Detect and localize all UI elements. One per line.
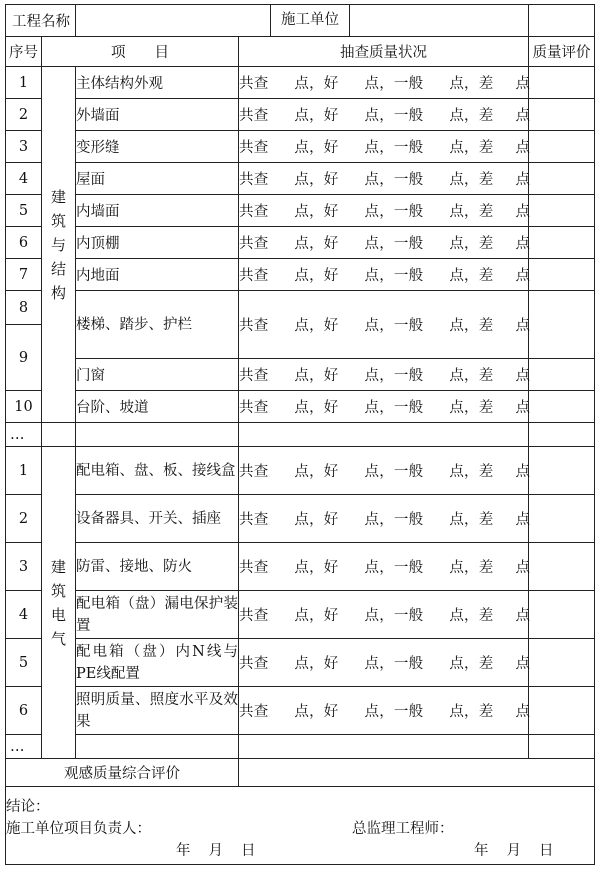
row-number: 3 xyxy=(6,131,42,163)
row-number: 5 xyxy=(6,639,42,687)
conclusion-label: 结论： xyxy=(6,798,50,815)
table-row xyxy=(6,67,595,99)
status-cell[interactable]: 共查 点，好 点，一般 点，差 点 xyxy=(239,495,529,543)
row-number: 6 xyxy=(6,687,42,735)
eval-cell[interactable] xyxy=(529,495,595,543)
col-item-header: 项 目 xyxy=(42,37,239,67)
item-name: 台阶、坡道 xyxy=(76,391,239,423)
row-number: 2 xyxy=(6,99,42,131)
eval-cell[interactable] xyxy=(529,687,595,735)
row-number: 10 xyxy=(6,391,42,423)
status-cell[interactable]: 共查 点，好 点，一般 点，差 点 xyxy=(239,447,529,495)
supervisor-sign-date[interactable]: 年 月 日 xyxy=(474,842,554,859)
row-number: 1 xyxy=(6,67,42,99)
status-cell[interactable]: 共查 点，好 点，一般 点，差 点 xyxy=(239,163,529,195)
project-name-field[interactable] xyxy=(76,5,271,36)
conclusion-section xyxy=(6,787,595,865)
item-name: 配电箱（盘）漏电保护装置 xyxy=(76,591,239,639)
ellipsis-marker: … xyxy=(6,423,42,447)
overall-evaluation-field[interactable] xyxy=(239,759,595,787)
ellipsis-marker: … xyxy=(6,735,42,759)
item-name: 照明质量、照度水平及效果 xyxy=(76,687,239,735)
table-row xyxy=(6,99,595,131)
eval-cell[interactable] xyxy=(529,163,595,195)
item-name: 外墙面 xyxy=(76,99,239,131)
row-number: 2 xyxy=(6,495,42,543)
eval-cell[interactable] xyxy=(529,67,595,99)
status-cell[interactable]: 共查 点，好 点，一般 点，差 点 xyxy=(239,259,529,291)
eval-cell[interactable] xyxy=(529,391,595,423)
table-row xyxy=(6,391,595,423)
item-name: 配电箱（盘）内N线与PE线配置 xyxy=(76,639,239,687)
table-row xyxy=(6,543,595,591)
status-cell[interactable]: 共查 点，好 点，一般 点，差 点 xyxy=(239,591,529,639)
item-name: 内地面 xyxy=(76,259,239,291)
construction-unit-field[interactable] xyxy=(350,5,528,36)
item-name: 楼梯、踏步、护栏 xyxy=(76,291,239,359)
eval-cell[interactable] xyxy=(529,195,595,227)
project-name-field-end[interactable] xyxy=(529,5,595,37)
status-cell[interactable]: 共查 点，好 点，一般 点，差 点 xyxy=(239,687,529,735)
col-seq-header: 序号 xyxy=(6,37,42,67)
overall-evaluation-label: 观感质量综合评价 xyxy=(6,759,239,787)
table-row xyxy=(6,359,595,391)
status-cell[interactable]: 共查 点，好 点，一般 点，差 点 xyxy=(239,99,529,131)
eval-cell[interactable] xyxy=(529,447,595,495)
chief-supervisor-label: 总监理工程师： xyxy=(352,820,454,837)
eval-cell[interactable] xyxy=(529,227,595,259)
table-row xyxy=(6,291,595,325)
row-number: 6 xyxy=(6,227,42,259)
row-number: 1 xyxy=(6,447,42,495)
item-name: 变形缝 xyxy=(76,131,239,163)
contractor-manager-label: 施工单位项目负责人： xyxy=(6,820,151,837)
item-name: 配电箱、盘、板、接线盒 xyxy=(76,447,239,495)
item-name: 设备器具、开关、插座 xyxy=(76,495,239,543)
status-cell[interactable]: 共查 点，好 点，一般 点，差 点 xyxy=(239,359,529,391)
item-name: 主体结构外观 xyxy=(76,67,239,99)
status-cell[interactable]: 共查 点，好 点，一般 点，差 点 xyxy=(239,391,529,423)
table-row xyxy=(6,687,595,735)
table-row xyxy=(6,163,595,195)
eval-cell[interactable] xyxy=(529,259,595,291)
row-number: 3 xyxy=(6,543,42,591)
status-cell[interactable]: 共查 点，好 点，一般 点，差 点 xyxy=(239,131,529,163)
quality-inspection-table xyxy=(5,4,595,865)
row-number: 7 xyxy=(6,259,42,291)
table-row xyxy=(6,259,595,291)
item-name: 屋面 xyxy=(76,163,239,195)
table-row xyxy=(6,423,595,447)
status-cell[interactable]: 共查 点，好 点，一般 点，差 点 xyxy=(239,195,529,227)
status-cell[interactable]: 共查 点，好 点，一般 点，差 点 xyxy=(239,291,529,359)
col-eval-header: 质量评价 xyxy=(529,37,595,67)
eval-cell[interactable] xyxy=(529,543,595,591)
eval-cell[interactable] xyxy=(529,131,595,163)
eval-cell[interactable] xyxy=(529,639,595,687)
item-name: 内墙面 xyxy=(76,195,239,227)
item-name: 门窗 xyxy=(76,359,239,391)
status-cell[interactable]: 共查 点，好 点，一般 点，差 点 xyxy=(239,227,529,259)
row-number: 5 xyxy=(6,195,42,227)
eval-cell[interactable] xyxy=(529,291,595,359)
status-cell[interactable]: 共查 点，好 点，一般 点，差 点 xyxy=(239,639,529,687)
group-label-building-structure: 建 筑 与 结 构 xyxy=(42,67,76,423)
row-number: 8 xyxy=(6,291,42,325)
table-row xyxy=(6,639,595,687)
item-name: 防雷、接地、防火 xyxy=(76,543,239,591)
col-status-header: 抽查质量状况 xyxy=(239,37,529,67)
table-row xyxy=(6,131,595,163)
row-number: 9 xyxy=(6,325,42,391)
construction-unit-label: 施工单位 xyxy=(271,5,350,36)
project-name-label: 工程名称 xyxy=(6,5,76,37)
table-row xyxy=(6,735,595,759)
item-name: 内顶棚 xyxy=(76,227,239,259)
group-label-building-electrical: 建 筑 电 气 xyxy=(42,447,76,759)
contractor-sign-date[interactable]: 年 月 日 xyxy=(176,842,256,859)
eval-cell[interactable] xyxy=(529,591,595,639)
status-cell[interactable]: 共查 点，好 点，一般 点，差 点 xyxy=(239,543,529,591)
table-row xyxy=(6,227,595,259)
status-cell[interactable]: 共查 点，好 点，一般 点，差 点 xyxy=(239,67,529,99)
table-row xyxy=(6,447,595,495)
eval-cell[interactable] xyxy=(529,359,595,391)
row-number: 4 xyxy=(6,591,42,639)
table-row xyxy=(6,591,595,639)
table-row xyxy=(6,195,595,227)
table-row xyxy=(6,495,595,543)
row-number: 4 xyxy=(6,163,42,195)
eval-cell[interactable] xyxy=(529,99,595,131)
